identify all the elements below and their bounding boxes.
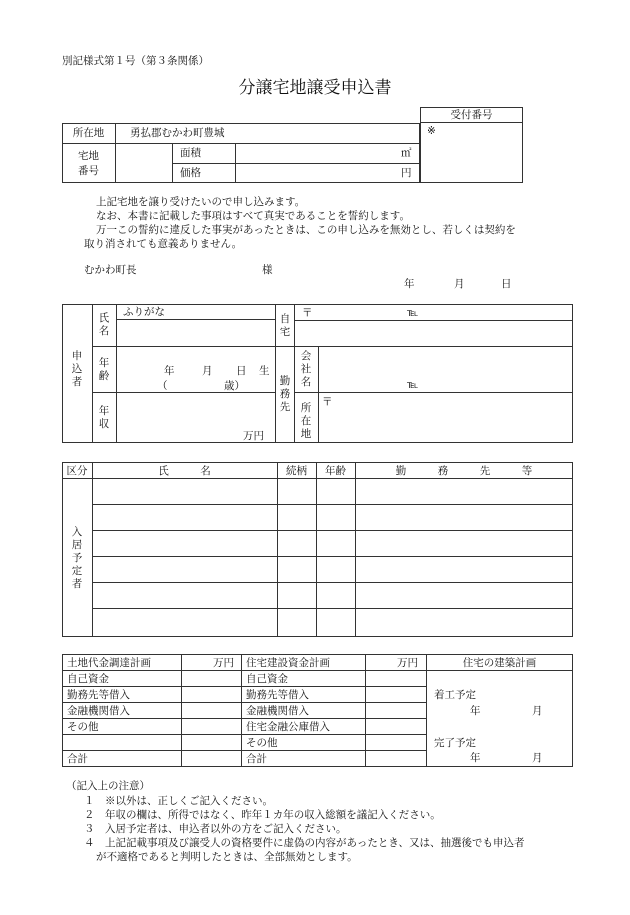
land-funding-unit: 万円 <box>213 657 234 669</box>
start-month: 月 <box>532 705 543 717</box>
form-number: 別記様式第１号（第３条関係） <box>62 55 209 67</box>
house-amount-fields[interactable] <box>366 671 425 766</box>
company-address-field[interactable] <box>319 393 572 442</box>
date-year: 年 <box>404 278 415 290</box>
end-month: 月 <box>532 752 543 764</box>
area-label: 面積 <box>180 147 201 159</box>
receipt-number-label: 受付番号 <box>450 109 493 121</box>
age-open: （ <box>157 380 168 392</box>
area-unit: ㎡ <box>401 147 412 159</box>
table-row[interactable] <box>93 609 573 636</box>
house-item-own: 自己資金 <box>246 673 288 685</box>
completion-plan-label: 完了予定 <box>434 737 476 749</box>
addressee-honorific: 様 <box>262 264 273 276</box>
note-item: ３ 入居予定者は、申込者以外の方をご記入ください。 <box>84 823 347 835</box>
receipt-number-field[interactable] <box>440 126 518 178</box>
home-postal-mark: 〒 <box>302 307 313 319</box>
land-item-total: 合計 <box>67 753 88 765</box>
furigana-label: ふりがな <box>123 306 165 318</box>
table-row[interactable] <box>93 505 573 530</box>
house-item-other: その他 <box>246 737 278 749</box>
home-address-field[interactable] <box>295 321 572 345</box>
house-item-employer: 勤務先等借入 <box>246 689 309 701</box>
home-tel-mark: ℡ <box>407 307 419 319</box>
col-name: 氏 名 <box>158 465 211 477</box>
lot-number-field[interactable] <box>116 144 171 182</box>
date-month: 月 <box>454 278 465 290</box>
income-label: 年収 <box>98 405 110 430</box>
table-row[interactable] <box>93 531 573 556</box>
company-postal-mark: 〒 <box>322 396 333 408</box>
price-label: 価格 <box>180 167 201 179</box>
receipt-mark: ※ <box>427 125 436 137</box>
land-item-bank: 金融機関借入 <box>67 705 130 717</box>
note-item: ４ 上記記載事項及び譲受人の資格要件に虚偽の内容があったとき、又は、抽選後でも申込者 <box>84 837 525 849</box>
date-day: 日 <box>501 278 512 290</box>
table-row[interactable] <box>93 479 573 504</box>
addressee: むかわ町長 <box>84 264 137 276</box>
construction-plan-header: 住宅の建築計画 <box>462 657 537 669</box>
name-field[interactable] <box>117 320 274 345</box>
name-label: 氏名 <box>98 312 110 337</box>
statement-line-3: 万一この誓約に違反した事実があったときは、この申し込みを無効とし、若しくは契約を <box>96 224 516 236</box>
company-name-label: 会社名 <box>300 350 312 388</box>
land-amount-fields[interactable] <box>182 671 240 766</box>
house-funding-unit: 万円 <box>397 657 418 669</box>
notes-heading: （記入上の注意） <box>66 780 150 792</box>
land-item-own: 自己資金 <box>67 673 109 685</box>
note-item-continuation: が不適格であると判明したときは、全部無効とします。 <box>96 851 358 863</box>
col-workplace: 勤 務 先 等 <box>395 465 533 477</box>
statement-line-1: 上記宅地を譲り受けたいので申し込みます。 <box>96 196 306 208</box>
house-item-bank: 金融機関借入 <box>246 705 309 717</box>
company-address-label: 所在地 <box>300 402 312 440</box>
start-plan-label: 着工予定 <box>434 689 476 701</box>
statement-line-2: なお、本書に記載した事項はすべて真実であることを誓約します。 <box>96 210 410 222</box>
age-label: 年齢 <box>98 357 110 382</box>
price-field[interactable] <box>236 164 396 182</box>
applicant-section-label: 申込者 <box>71 350 83 388</box>
price-unit: 円 <box>401 167 412 179</box>
land-funding-header: 土地代金調達計画 <box>67 657 151 669</box>
age-close: 歳） <box>224 380 245 392</box>
residents-section-label: 入居予定者 <box>71 526 83 590</box>
note-item: ２ 年収の欄は、所得ではなく、昨年１カ年の収入総額を議記入ください。 <box>84 809 441 821</box>
birth-month: 月 <box>202 365 213 377</box>
end-year: 年 <box>470 752 481 764</box>
house-item-housing-loan: 住宅金融公庫借入 <box>246 721 330 733</box>
start-year: 年 <box>470 705 481 717</box>
company-tel-mark: ℡ <box>407 379 419 391</box>
area-field[interactable] <box>236 144 396 162</box>
table-row[interactable] <box>93 583 573 608</box>
table-row[interactable] <box>93 557 573 582</box>
col-relation: 続柄 <box>286 465 307 477</box>
note-item: １ ※以外は、正しくご記入ください。 <box>84 795 273 807</box>
work-label: 勤務先 <box>279 375 291 413</box>
house-item-total: 合計 <box>246 753 267 765</box>
birth-year: 年 <box>164 365 175 377</box>
house-funding-header: 住宅建設資金計画 <box>246 657 330 669</box>
birth-suffix: 生 <box>259 365 270 377</box>
col-age: 年齢 <box>325 465 346 477</box>
col-category: 区分 <box>66 465 88 477</box>
page-title: 分譲宅地譲受申込書 <box>238 78 392 98</box>
home-label: 自宅 <box>279 313 291 338</box>
land-item-employer: 勤務先等借入 <box>67 689 130 701</box>
income-unit: 万円 <box>243 430 264 442</box>
birth-day: 日 <box>236 365 247 377</box>
land-item-other: その他 <box>67 721 99 733</box>
location-label: 所在地 <box>72 127 105 139</box>
statement-line-4: 取り消されても意義ありません。 <box>84 238 243 250</box>
company-name-field[interactable] <box>319 347 572 391</box>
lot-number-label: 宅地 番号 <box>78 150 99 177</box>
location-value: 勇払郡むかわ町豊城 <box>130 127 225 139</box>
